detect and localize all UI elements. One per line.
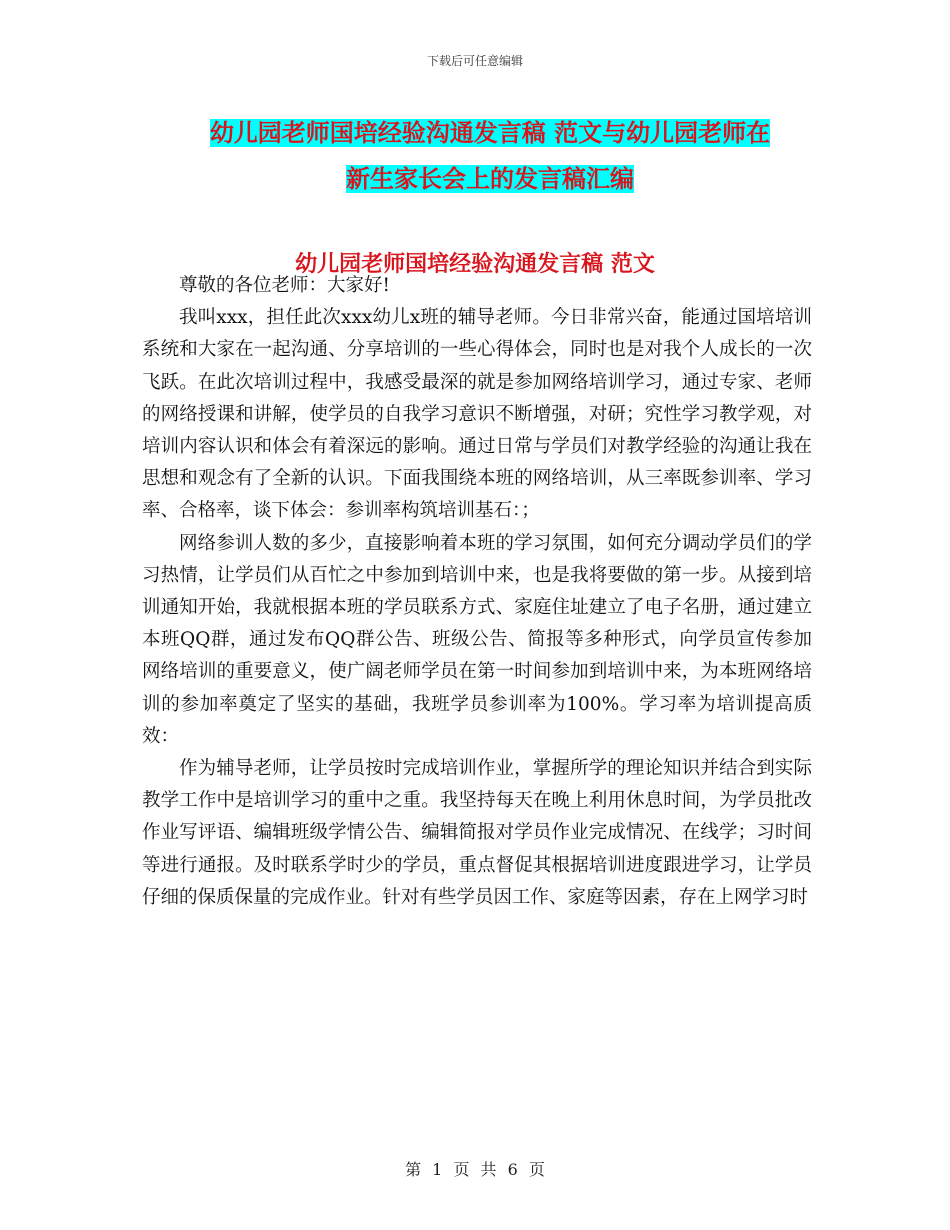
page-header-note: 下载后可任意编辑: [426, 54, 523, 68]
page-footer-number: 第 1 页 共 6 页: [405, 1160, 545, 1179]
section-title: 幼儿园老师国培经验沟通发言稿 范文: [295, 252, 655, 277]
document-title: [140, 110, 840, 202]
document-title-line-2: 新生家长会上的发言稿汇编: [346, 165, 634, 193]
paragraph: 网络参训人数的多少，直接影响着本班的学习氛围，如何充分调动学员们的学习热情，让学员们从百忙之中参加到培训中来，也是我将要做的第一步。从接到培训通知开始，我就根据本班的学员联系方式、家庭住址建立了电子名册，通过建立本班QQ群，通过发布QQ群公告、班级公告、简报等多种形式，向学员宣传参加网络培训的重要意义，使广阔老师学员在第一时间参加到培训中来，为本班网络培训的参加率奠定了坚实的基础，我班学员参训率为100%。学习率为培训提高质效：: [142, 532, 812, 747]
document-title-line-1: 幼儿园老师国培经验沟通发言稿 范文与幼儿园老师在: [209, 119, 771, 147]
paragraph: 作为辅导老师，让学员按时完成培训作业，掌握所学的理论知识并结合到实际教学工作中是培训学习的重中之重。我坚持每天在晚上利用休息时间，为学员批改作业写评语、编辑班级学情公告、编辑简报对学员作业完成情况、在线学；习时间等进行通报。及时联系学时少的学员，重点督促其根据培训进度跟进学习，让学员仔细的保质保量的完成作业。针对有些学员因工作、家庭等因素，存在上网学习时: [142, 758, 812, 908]
body-text: [142, 270, 812, 914]
paragraph-greeting: 尊敬的各位老师：大家好!: [179, 275, 390, 296]
paragraph: 我叫xxx，担任此次xxx幼儿x班的辅导老师。今日非常兴奋，能通过国培培训系统和大家在一起沟通、分享培训的一些心得体会，同时也是对我个人成长的一次飞跃。在此次培训过程中，我感受最深的就是参加网络培训学习，通过专家、老师的网络授课和讲解，使学员的自我学习意识不断增强，对研；究性学习教学观，对培训内容认识和体会有着深远的影响。通过日常与学员们对教学经验的沟通让我在思想和观念有了全新的认识。下面我围绕本班的网络培训，从三率既参训率、学习率、合格率，谈下体会：参训率构筑培训基石：；: [142, 307, 812, 522]
